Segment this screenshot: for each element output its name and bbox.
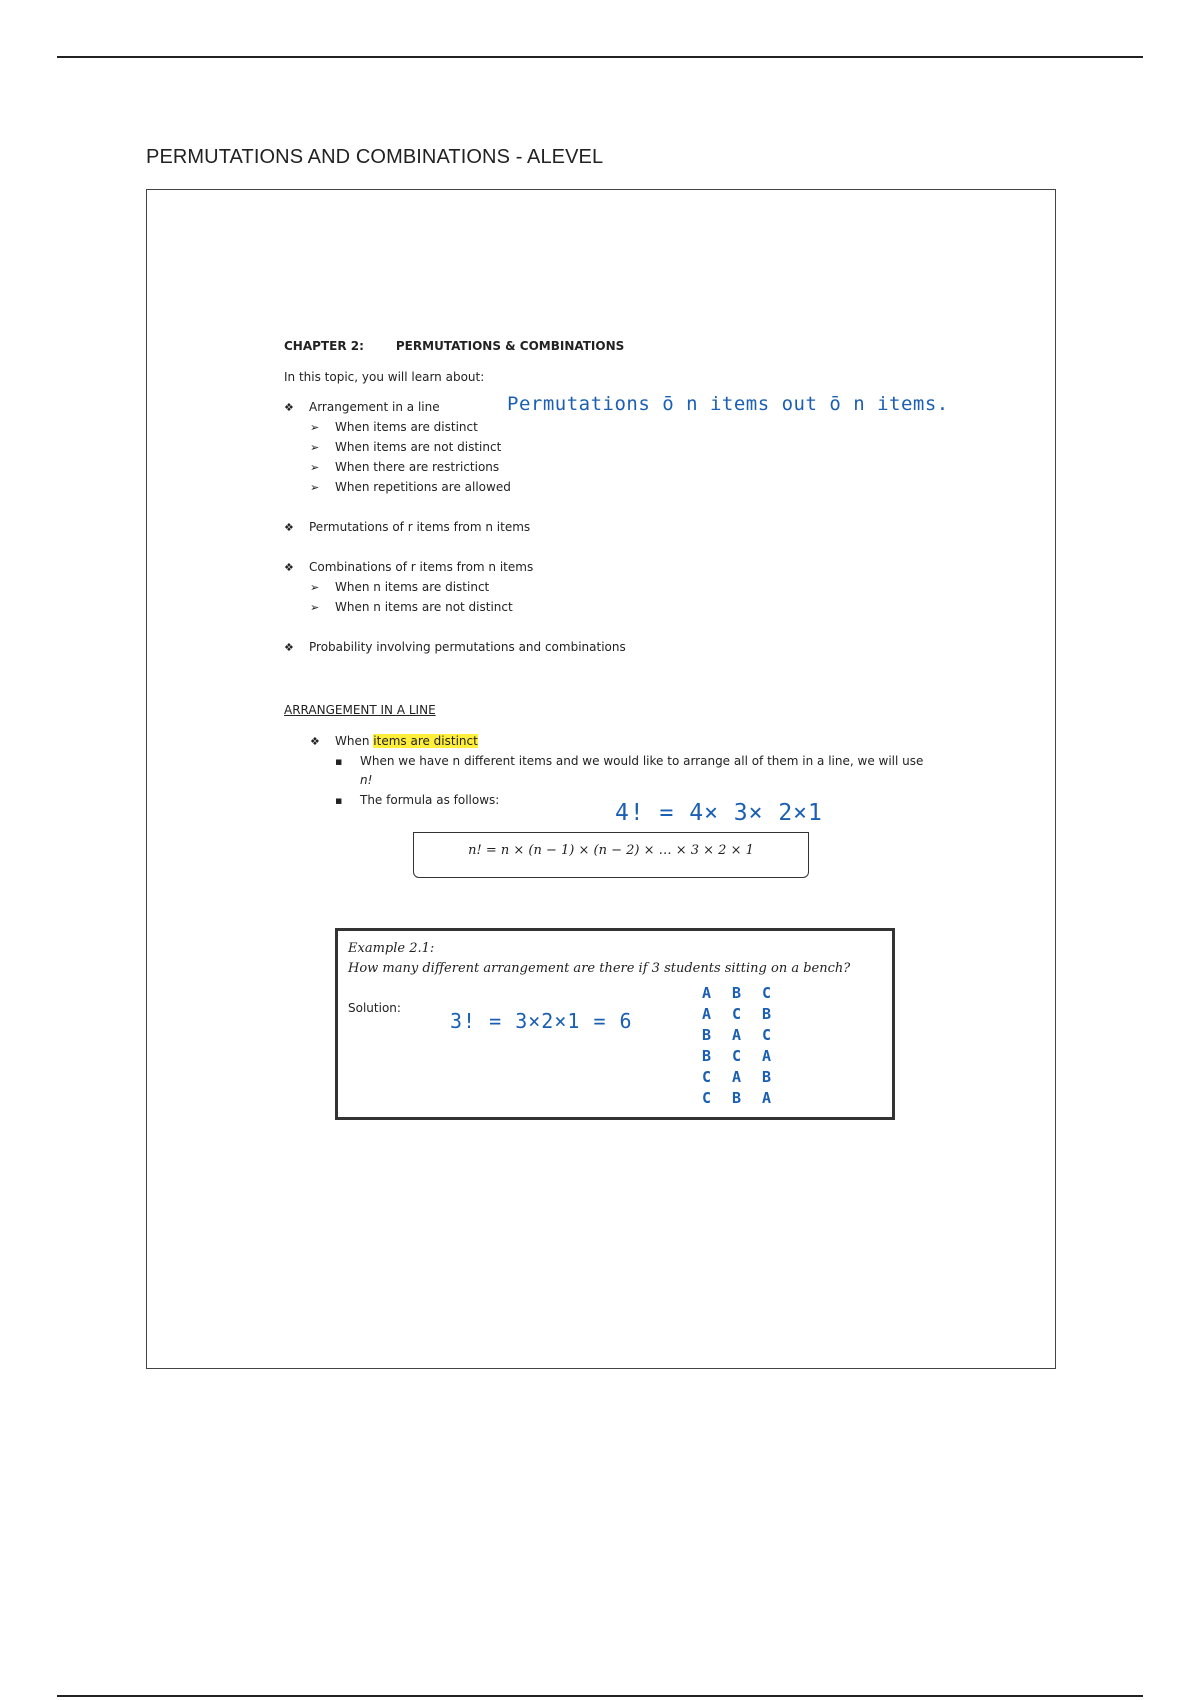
arrow-bullet-icon: ➢ [310, 421, 320, 434]
point-continuation: n! [360, 773, 373, 787]
formula-box [413, 832, 809, 878]
diamond-bullet-icon: ❖ [284, 401, 294, 414]
arrangement-row: C A B [702, 1068, 772, 1086]
example-question: How many different arrangement are there if 3 students sitting on a bench? [348, 961, 851, 976]
point-item: ▪ The formula as follows: [335, 793, 500, 807]
chapter-heading [284, 339, 624, 353]
arrow-bullet-icon: ➢ [310, 461, 320, 474]
diamond-bullet-icon: ❖ [310, 735, 320, 748]
subtopic-item: ➢ When items are distinct [310, 420, 478, 434]
arrow-bullet-icon: ➢ [310, 481, 320, 494]
section-heading: ARRANGEMENT IN A LINE [284, 703, 436, 717]
square-bullet-icon: ▪ [335, 794, 343, 807]
topic-item: ❖ Probability involving permutations and combinations [284, 640, 626, 654]
arrangement-row: B A C [702, 1026, 772, 1044]
arrangement-row: C B A [702, 1089, 772, 1107]
arrow-bullet-icon: ➢ [310, 441, 320, 454]
topic-item: ❖ Combinations of r items from n items [284, 560, 534, 574]
highlighted-text: items are distinct [373, 734, 478, 748]
arrangement-row: A B C [702, 984, 772, 1002]
chapter-title: PERMUTATIONS & COMBINATIONS [395, 339, 625, 353]
document-title: PERMUTATIONS AND COMBINATIONS - ALEVEL [146, 146, 604, 168]
bottom-rule [57, 1695, 1143, 1697]
diamond-bullet-icon: ❖ [284, 561, 294, 574]
subtopic-item: ➢ When repetitions are allowed [310, 480, 511, 494]
page-preview [146, 189, 1056, 1369]
handwritten-note: Permutations ō n items out ō n items. [507, 393, 949, 415]
example-title: Example 2.1: [348, 941, 435, 956]
arrangement-row: B C A [702, 1047, 772, 1065]
handwritten-solution: 3! = 3×2×1 = 6 [450, 1009, 633, 1033]
diamond-bullet-icon: ❖ [284, 641, 294, 654]
arrow-bullet-icon: ➢ [310, 601, 320, 614]
top-rule [57, 56, 1143, 58]
arrow-bullet-icon: ➢ [310, 581, 320, 594]
point-item: ▪ When we have n different items and we would like to arrange all of them in a line, we will use [335, 754, 924, 768]
subtopic-item: ➢ When n items are not distinct [310, 600, 513, 614]
solution-label: Solution: [348, 1001, 401, 1015]
handwritten-example: 4! = 4× 3× 2×1 [615, 800, 823, 826]
subtopic-item: ➢ When items are not distinct [310, 440, 502, 454]
arrangement-row: A C B [702, 1005, 772, 1023]
factorial-formula: n! = n × (n − 1) × (n − 2) × … × 3 × 2 × 1 [468, 843, 754, 858]
page-content [147, 190, 1055, 1368]
subtopic-item: ➢ When there are restrictions [310, 460, 500, 474]
intro-text: In this topic, you will learn about: [284, 370, 485, 384]
case-item: ❖ When items are distinct [310, 734, 478, 748]
square-bullet-icon: ▪ [335, 755, 343, 768]
handwritten-arrangements [702, 983, 792, 1109]
topic-item: ❖ Arrangement in a line [284, 400, 440, 414]
chapter-label: CHAPTER 2: [284, 339, 364, 353]
diamond-bullet-icon: ❖ [284, 521, 294, 534]
subtopic-item: ➢ When n items are distinct [310, 580, 490, 594]
example-box [335, 928, 895, 1120]
topic-item: ❖ Permutations of r items from n items [284, 520, 531, 534]
